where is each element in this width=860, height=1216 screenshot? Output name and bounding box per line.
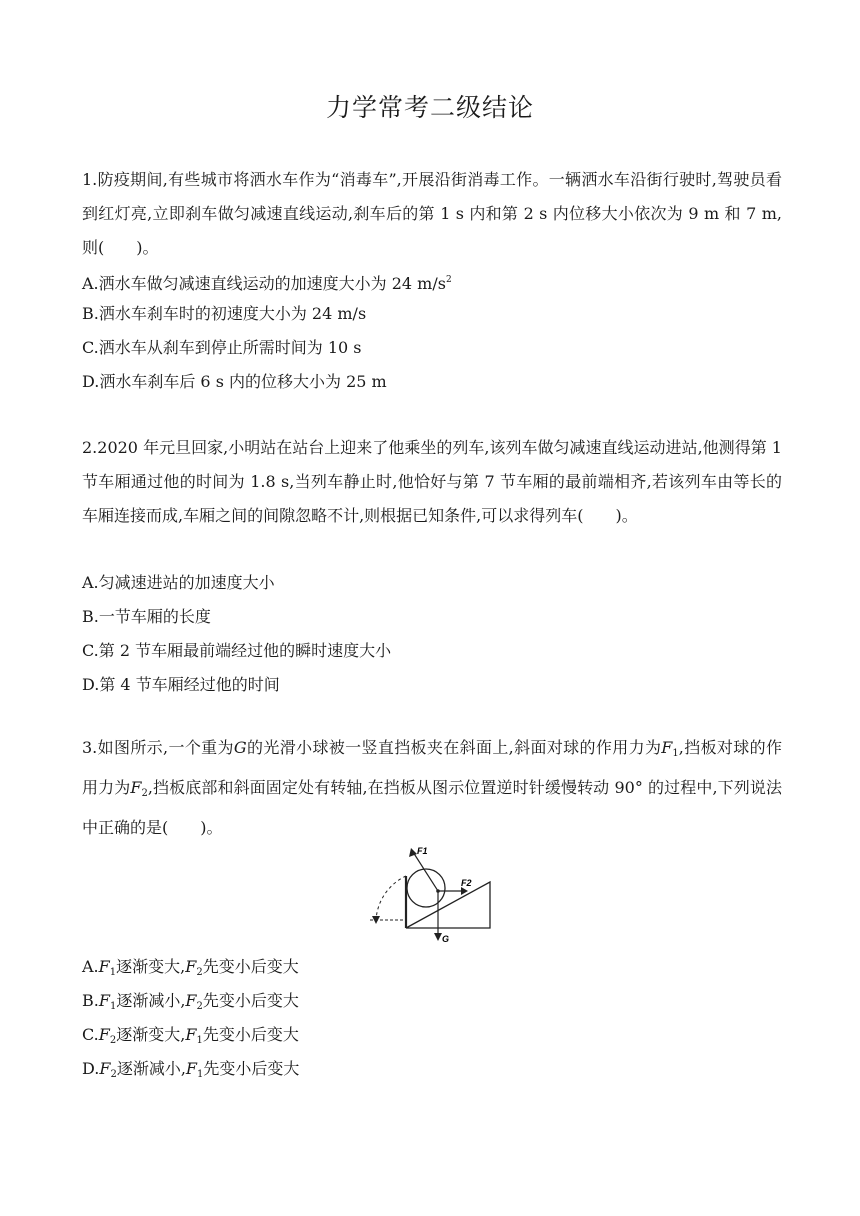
g-label: G: [442, 934, 450, 944]
subscript: 2: [141, 788, 148, 799]
question-2-option-a: A.匀减速进站的加速度大小: [82, 573, 275, 592]
variable-f: F: [98, 957, 110, 976]
variable-f: F: [185, 957, 197, 976]
option-letter: D.: [82, 1059, 100, 1078]
subscript: 1: [672, 748, 679, 759]
question-2-stem: 2.2020 年元旦回家,小明站在站台上迎来了他乘坐的列车,该列车做匀减速直线运动进站,他测得第 1 节车厢通过他的时间为 1.8 s,当列车静止时,他恰好与第 7 节车厢的最前端相齐,若该列车由等长的车厢连接而成,车厢之间的间隙忽略不计,则根据已知条件,可以求得列车( )。: [82, 438, 782, 525]
option-letter: A.: [82, 957, 99, 976]
variable-f: F: [99, 1059, 111, 1078]
variable-f: F: [661, 738, 673, 757]
option-text: 逐渐减小,: [116, 991, 186, 1010]
question-1-stem: 1.防疫期间,有些城市将洒水车作为“消毒车”,开展沿街消毒工作。一辆洒水车沿街行驶时,驾驶员看到红灯亮,立即刹车做匀减速直线运动,刹车后的第 1 s 内和第 2 s 内位移大小依次为 9 m 和 7 m,则( )。: [82, 170, 782, 257]
question-1-option-c: C.洒水车从刹车到停止所需时间为 10 s: [82, 338, 362, 357]
option-letter: C.: [82, 1025, 99, 1044]
subscript: 2: [109, 1035, 117, 1046]
subscript: 2: [196, 1001, 203, 1012]
page-title: 力学常考二级结论: [325, 93, 534, 122]
stem-text: ,挡板对球的作用力为: [82, 738, 782, 797]
variable-f: F: [98, 991, 110, 1010]
variable-g: G: [233, 738, 247, 757]
question-3-option-c: [82, 1023, 299, 1053]
f1-label: F1: [417, 846, 428, 856]
question-2-option-c: C.第 2 节车厢最前端经过他的瞬时速度大小: [82, 641, 392, 660]
physics-figure: [362, 842, 496, 946]
subscript: 1: [196, 1035, 203, 1046]
stem-text: 3.如图所示,一个重为: [82, 738, 234, 757]
question-3-stem: [82, 731, 782, 845]
variable-f: F: [98, 1025, 110, 1044]
option-text: 逐渐减小,: [116, 1059, 186, 1078]
question-2-option-b: B.一节车厢的长度: [82, 607, 211, 626]
option-letter: B.: [82, 991, 99, 1010]
subscript: 2: [110, 1069, 117, 1080]
subscript: 1: [197, 1069, 204, 1080]
option-text: 先变小后变大: [202, 957, 299, 976]
stem-text: 的光滑小球被一竖直挡板夹在斜面上,斜面对球的作用力为: [246, 738, 662, 757]
ball: [407, 869, 445, 907]
subscript: 1: [109, 967, 117, 978]
question-1-option-d: D.洒水车刹车后 6 s 内的位移大小为 25 m: [82, 372, 387, 391]
subscript: 1: [109, 1001, 117, 1012]
variable-f: F: [185, 991, 197, 1010]
option-text: 先变小后变大: [202, 991, 299, 1010]
variable-f: F: [130, 778, 142, 797]
option-text: A.洒水车做匀减速直线运动的加速度大小为 24 m/s: [82, 274, 446, 293]
f2-arrowhead: [461, 887, 468, 895]
subscript: 2: [196, 967, 203, 978]
question-3-option-b: [82, 989, 299, 1019]
g-arrowhead: [434, 933, 442, 941]
option-text: 逐渐变大,: [116, 1025, 186, 1044]
variable-f: F: [185, 1059, 198, 1078]
variable-f: F: [185, 1025, 197, 1044]
f2-label: F2: [461, 878, 472, 888]
question-2-option-d: D.第 4 节车厢经过他的时间: [82, 675, 280, 694]
question-3-option-a: [82, 955, 299, 985]
superscript: 2: [445, 275, 452, 285]
rotation-path: [376, 876, 406, 920]
stem-text: ,挡板底部和斜面固定处有转轴,在挡板从图示位置逆时针缓慢转动 90° 的过程中,下列说法中正确的是( )。: [82, 778, 782, 837]
option-text: 逐渐变大,: [116, 957, 186, 976]
question-1-option-b: B.洒水车刹车时的初速度大小为 24 m/s: [82, 304, 367, 323]
question-1-option-a: [82, 268, 452, 296]
option-text: 先变小后变大: [203, 1059, 300, 1078]
question-3-option-d: [82, 1057, 299, 1087]
option-text: 先变小后变大: [202, 1025, 299, 1044]
